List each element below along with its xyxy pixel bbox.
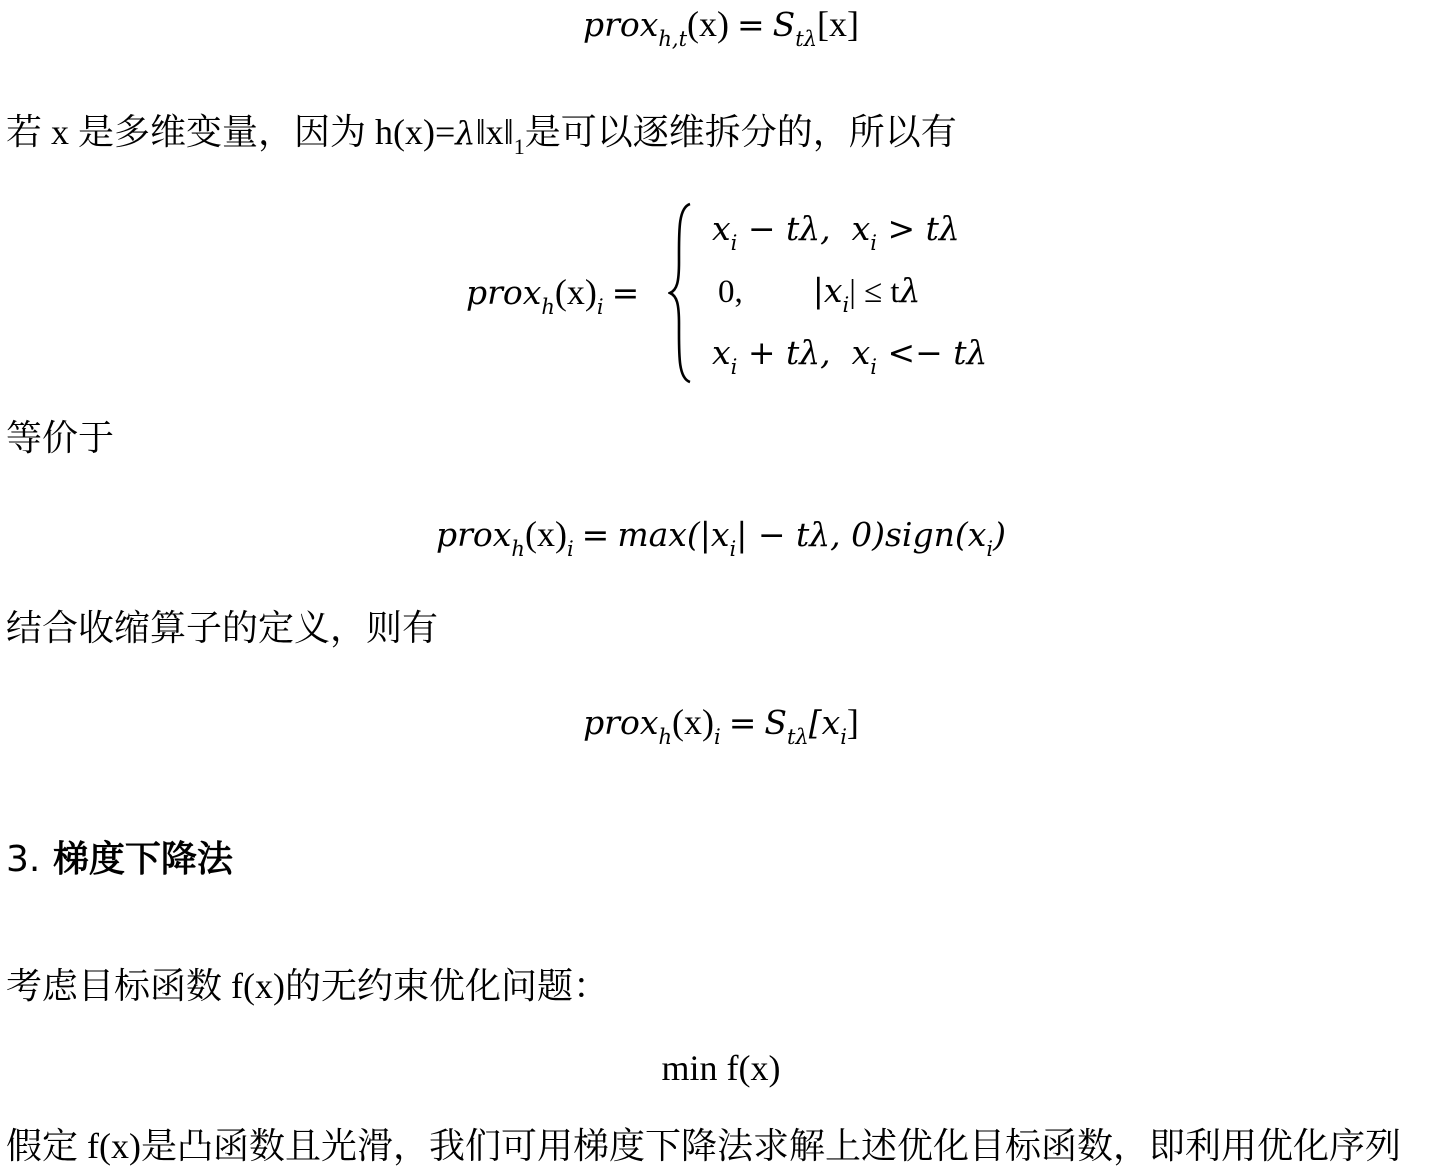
left-brace-icon [668,202,694,384]
piecewise-row-2 [712,270,921,315]
para1-norm: ‖x‖ [475,112,514,152]
piecewise-row-3 [712,332,987,377]
eq3-rhs-sub: i [840,725,847,749]
eq3-S: S [764,703,787,742]
eq1-S-sub: tλ [795,27,818,51]
piecewise-row-1 [712,208,960,253]
paragraph-unconstrained: 考虑目标函数 f(x)的无约束优化问题： [6,966,609,1006]
row1-x2-sub: i [870,231,877,255]
piecewise-prox: prox [466,273,542,312]
row2-lambda: λ [899,271,921,310]
eq1-equals: = [737,5,765,44]
eq3-arg: (x) [671,702,714,742]
para1-after: 是可以逐维拆分的，所以有 [524,112,957,152]
eq2-equals: = [581,515,610,554]
eq2-rhs1: max(|x [617,515,730,554]
equation-piecewise [0,198,1442,388]
para1-lambda: λ [455,114,476,152]
paragraph-equivalent: 等价于 [6,418,115,458]
row3-plus: + tλ, [737,333,852,372]
eq3-rhs: [x [808,703,841,742]
piecewise-arg: (x) [554,272,597,312]
row1-minus: − tλ, [737,209,852,248]
section-heading [6,840,233,880]
row1-x-sub: i [730,231,738,255]
eq1-prox: prox [582,5,659,44]
piecewise-prox-sub: h [541,295,555,319]
eq2-prox-sub: h [511,537,525,561]
row1-x: x [712,209,731,248]
paragraph-shrinkage: 结合收缩算子的定义，则有 [6,608,439,648]
row3-x2-sub: i [870,355,877,379]
eq3-equals: = [728,703,757,742]
eq3-idx: i [713,725,721,749]
eq3-S-sub: tλ [786,725,809,749]
row2-abs-sub: i [842,293,850,317]
row3-x: x [712,333,731,372]
paragraph-gradient-descent: 假定 f(x)是凸函数且光滑，我们可用梯度下降法求解上述优化目标函数，即利用优化序列 [6,1126,1401,1166]
eq2-prox: prox [436,515,512,554]
eq2-arg: (x) [524,514,567,554]
piecewise-equals: = [611,273,640,312]
eq2-rhs3: ) [993,515,1006,554]
row3-x-sub: i [730,355,738,379]
eq3-rhs-close: ] [846,702,859,742]
piecewise-lhs [466,272,647,317]
row2-abs: |x [812,271,843,310]
eq1-S: S [772,5,796,44]
row2-zero: 0, [718,274,743,310]
eq1-bracket: [x] [817,4,859,44]
row2-leq: | ≤ t [849,274,900,310]
paragraph-multidim [6,112,1442,157]
eq2-rhs2-sub: i [986,537,994,561]
eq3-prox-sub: h [658,725,672,749]
eq2-rhs2: | − tλ, 0)sign(x [736,515,987,554]
row1-x2: x [851,209,871,248]
piecewise-idx: i [596,295,604,319]
row3-cond: <− tλ [876,333,988,372]
row1-cond: > tλ [876,209,960,248]
equation-max-sign [0,514,1442,559]
row3-x2: x [851,333,871,372]
eq2-idx: i [566,537,574,561]
equation-min-f: min f(x) [661,1048,781,1088]
equation-shrinkage [0,702,1442,747]
equation-prox-ht [0,4,1442,49]
heading-number: 3. [6,839,41,880]
heading-title: 梯度下降法 [52,839,233,880]
eq2-rhs1-sub: i [729,537,737,561]
para1-norm-sub: 1 [513,134,525,159]
eq3-prox: prox [583,703,659,742]
para1-before: 若 x 是多维变量，因为 h(x)= [6,112,456,152]
eq1-arg: (x) [687,4,729,44]
eq1-prox-sub: h,t [658,27,688,51]
